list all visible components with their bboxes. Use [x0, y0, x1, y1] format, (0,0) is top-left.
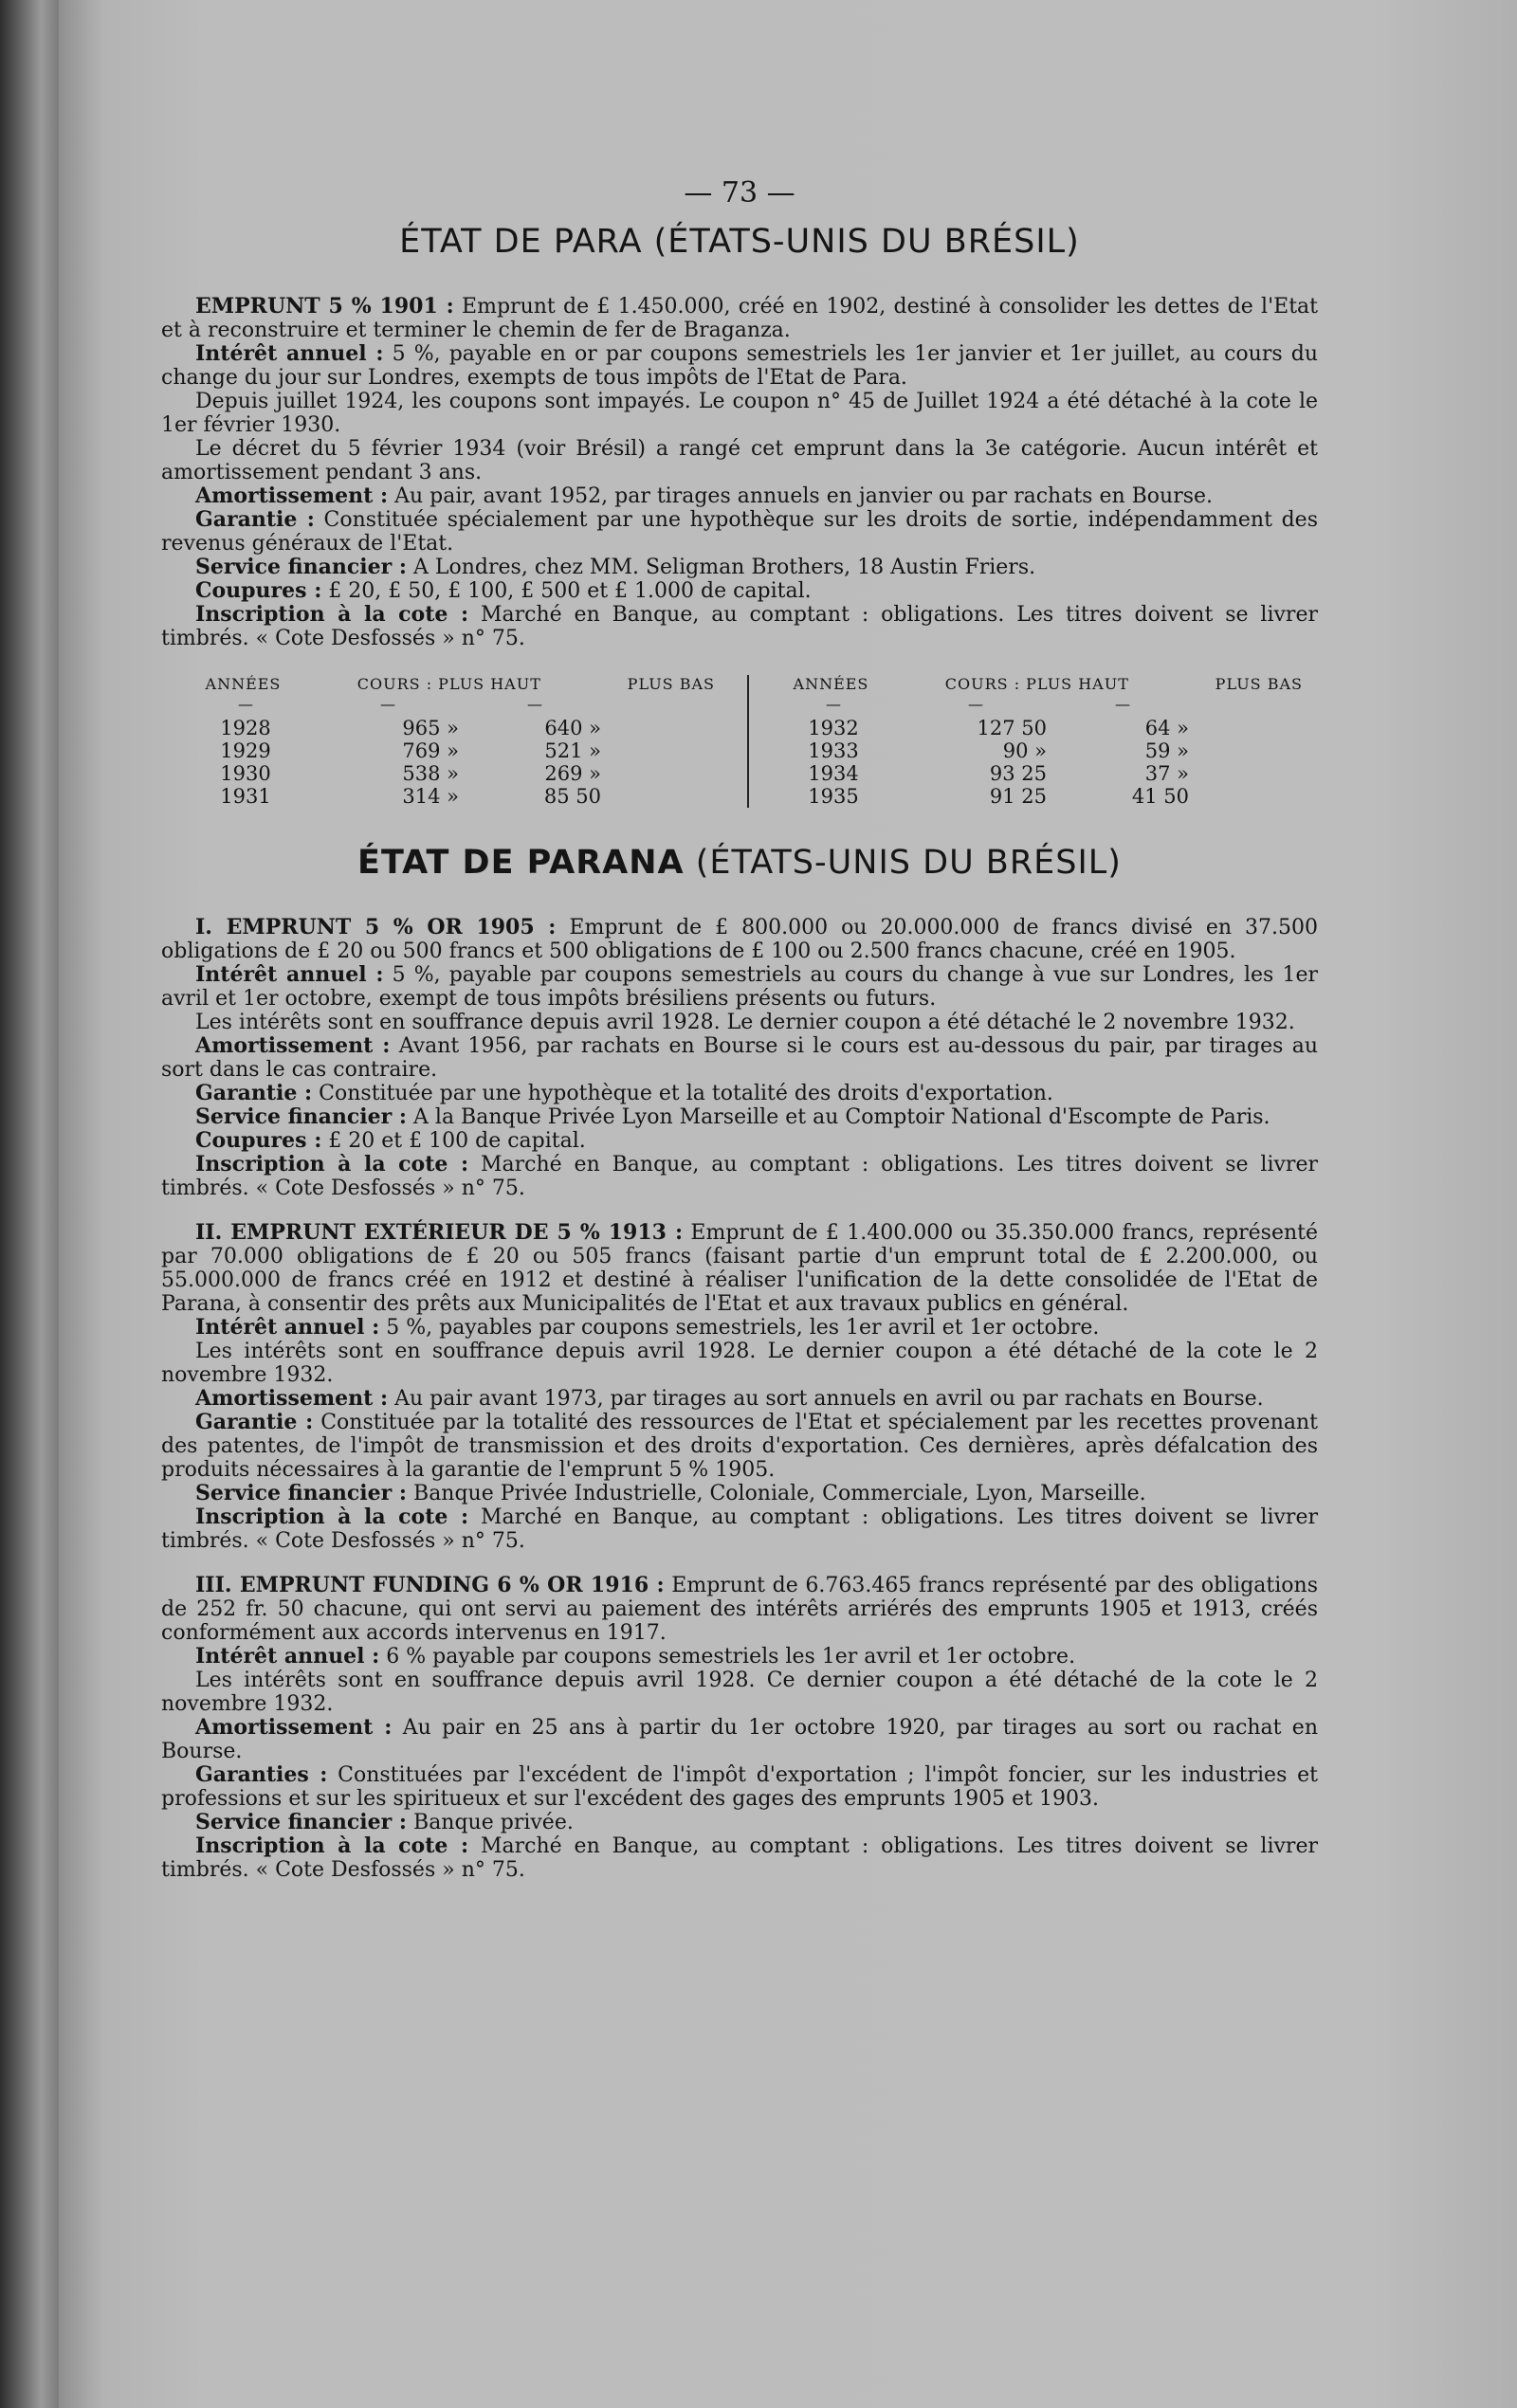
header-dash: —: [527, 695, 542, 713]
table-cell: 1934: [808, 762, 859, 785]
quotation-table-right: [749, 675, 1335, 808]
para-body: [161, 295, 1318, 650]
table-row: [174, 762, 734, 785]
header-dash: —: [380, 695, 395, 713]
header-dash: —: [1115, 695, 1130, 713]
paragraph-text: Constituées par l'excédent de l'impôt d'exportation ; l'impôt foncier, sur les industries et professions et sur les spiritueux et sur l'excédent des gages des emprunts 1905 et 1903.: [161, 1763, 1318, 1811]
paragraph-label: Amortissement :: [195, 1386, 389, 1411]
paragraph-text: Banque Privée Industrielle, Coloniale, Commerciale, Lyon, Marseille.: [407, 1482, 1146, 1505]
paragraph-text: Constituée spécialement par une hypothèque sur les droits de sortie, indépendamment des revenus généraux de l'Etat.: [161, 508, 1318, 556]
table-cell: 521 »: [544, 739, 601, 762]
header-dash: —: [238, 695, 253, 713]
paragraph: [161, 556, 1318, 579]
table-cell: 37 »: [1144, 762, 1189, 785]
paragraph-text: Banque privée.: [407, 1811, 574, 1834]
paragraph: [161, 1763, 1318, 1811]
header-dashes: [762, 695, 1322, 713]
table-row: [174, 739, 734, 762]
paragraph-text: 5 %, payables par coupons semestriels, les 1er avril et 1er octobre.: [379, 1316, 1100, 1340]
heading-main: ÉTAT DE PARANA: [357, 844, 685, 882]
paragraph: [161, 1082, 1318, 1105]
paragraph-text: 5 %, payable en or par coupons semestriels les 1er janvier et 1er juillet, au cours du change du jour sur Londres, exempts de tous impôts de l'Etat de Para.: [161, 342, 1319, 390]
paragraph: [161, 916, 1318, 963]
paragraph-text: Emprunt de £ 1.450.000, créé en 1902, destiné à consolider les dettes de l'Etat et à reconstruire et terminer le chemin de fer de Braganza.: [161, 295, 1318, 342]
paragraph-text: £ 20 et £ 100 de capital.: [321, 1129, 586, 1153]
paragraph-text: Constituée par la totalité des ressources de l'Etat et spécialement par les recettes provenant des patentes, de l'impôt de transmission et des droits d'exportation. Ces dernières, après défalcation des produits nécessaires à la garantie de l'emprunt 5 % 1905.: [161, 1411, 1318, 1482]
paragraph: [161, 484, 1318, 508]
paragraph-text: Depuis juillet 1924, les coupons sont impayés. Le coupon n° 45 de Juillet 1924 a été détaché à la cote le 1er février 1930.: [161, 390, 1318, 437]
paragraph: [161, 603, 1318, 650]
paragraph-label: Garanties :: [195, 1762, 328, 1787]
paragraph-label: Inscription à la cote :: [195, 1152, 469, 1177]
paragraph: [161, 1221, 1318, 1316]
paragraph-text: £ 20, £ 50, £ 100, £ 500 et £ 1.000 de capital.: [321, 579, 812, 603]
paragraph: [161, 1834, 1318, 1882]
paragraph-text: Marché en Banque, au comptant : obligations. Les titres doivent se livrer timbrés. « Cote Desfossés » n° 75.: [161, 1505, 1318, 1553]
paragraph-text: Les intérêts sont en souffrance depuis avril 1928. Ce dernier coupon a été détaché de la cote le 2 novembre 1932.: [161, 1669, 1318, 1716]
page-number: — 73 —: [684, 176, 795, 210]
section-heading-para: [161, 223, 1318, 261]
header-dash: —: [968, 695, 983, 713]
paragraph-text: Emprunt de £ 800.000 ou 20.000.000 de francs divisé en 37.500 obligations de £ 20 ou 500 francs et 500 obligations de £ 100 ou 2.500 francs chacune, créé en 1905.: [161, 916, 1319, 963]
table-cell: 91 25: [989, 785, 1047, 808]
paragraph-label: Inscription à la cote :: [195, 602, 469, 627]
table-cell: 93 25: [989, 762, 1047, 785]
column-header: COURS : PLUS HAUT: [944, 675, 1129, 693]
paragraph-text: Au pair en 25 ans à partir du 1er octobre 1920, par tirages au sort ou rachat en Bourse.: [161, 1716, 1318, 1763]
table-row: [762, 785, 1322, 808]
table-cell: 965 »: [402, 717, 459, 739]
heading-paren: (ÉTATS-UNIS DU BRÉSIL): [695, 844, 1122, 882]
column-header: COURS : PLUS HAUT: [356, 675, 541, 693]
paragraph: [161, 1716, 1318, 1763]
table-cell: 1931: [220, 785, 271, 808]
paragraph-label: EMPRUNT 5 % 1901 :: [195, 294, 454, 319]
paragraph-label: Intérêt annuel :: [195, 1315, 380, 1340]
paragraph: [161, 1811, 1318, 1834]
paragraph-label: Amortissement :: [195, 1715, 393, 1740]
paragraph: [161, 1153, 1318, 1200]
paragraph: [161, 963, 1318, 1011]
paragraph: [161, 295, 1318, 342]
paragraph-text: 5 %, payable par coupons semestriels au cours du change à vue sur Londres, les 1er avril et 1er octobre, exempt de tous impôts brésiliens présents ou futurs.: [161, 963, 1318, 1011]
page: [59, 0, 1517, 2408]
paragraph-label: Service financier :: [195, 1481, 408, 1505]
paragraph-label: Garantie :: [195, 507, 315, 532]
paragraph-text: A Londres, chez MM. Seligman Brothers, 18 Austin Friers.: [407, 556, 1036, 579]
paragraph: [161, 1411, 1318, 1482]
table-cell: 1932: [808, 717, 859, 739]
paragraph-text: Emprunt de 6.763.465 francs représenté par des obligations de 252 fr. 50 chacune, qui ont servi au paiement des intérêts arriérés des emprunts 1905 et 1913, créés conformément aux accords intervenus en 1917.: [161, 1574, 1319, 1645]
column-header: ANNÉES: [793, 675, 869, 693]
paragraph: [161, 390, 1318, 437]
paragraph-text: Marché en Banque, au comptant : obligations. Les titres doivent se livrer timbrés. « Cote Desfossés » n° 75.: [161, 1153, 1318, 1200]
table-cell: 538 »: [402, 762, 459, 785]
table-cell: 85 50: [543, 785, 601, 808]
paragraph: [161, 437, 1318, 484]
table-cell: 90 »: [1002, 739, 1047, 762]
heading-main: ÉTAT DE PARA: [399, 223, 643, 261]
table-cell: 41 50: [1131, 785, 1189, 808]
paragraph-text: Les intérêts sont en souffrance depuis avril 1928. Le dernier coupon a été détaché le 2 novembre 1932.: [195, 1011, 1295, 1034]
paragraph: [161, 1387, 1318, 1411]
table-cell: 1935: [808, 785, 859, 808]
header-dash: —: [826, 695, 841, 713]
paragraph-text: Les intérêts sont en souffrance depuis avril 1928. Le dernier coupon a été détaché de la cote le 2 novembre 1932.: [161, 1340, 1318, 1387]
table-cell: 64 »: [1144, 717, 1189, 739]
paragraph-label: Coupures :: [195, 578, 322, 603]
paragraph-text: Avant 1956, par rachats en Bourse si le cours est au-dessous du pair, par tirages au sort dans le cas contraire.: [161, 1034, 1318, 1082]
table-cell: 1933: [808, 739, 859, 762]
book-spine: [0, 0, 59, 2408]
paragraph-label: II. EMPRUNT EXTÉRIEUR DE 5 % 1913 :: [195, 1220, 684, 1245]
table-row: [762, 762, 1322, 785]
table-cell: 1930: [220, 762, 271, 785]
paragraph: [161, 508, 1318, 556]
paragraph: [161, 1669, 1318, 1716]
paragraph-label: Intérêt annuel :: [195, 962, 384, 987]
paragraph-text: Emprunt de £ 1.400.000 ou 35.350.000 francs, représenté par 70.000 obligations de £ 20 ou 505 francs (faisant partie d'un emprunt total de £ 2.200.000, ou 55.000.000 de francs créé en 1912 et destiné à réaliser l'unification de la dette consolidée de l'Etat de Parana, à consentir des prêts aux Municipalités de l'Etat et aux travaux publics en général.: [161, 1221, 1318, 1316]
paragraph: [161, 1034, 1318, 1082]
paragraph-label: Service financier :: [195, 555, 408, 579]
paragraph-text: Le décret du 5 février 1934 (voir Brésil) a rangé cet emprunt dans la 3e catégorie. Aucun intérêt et amortissement pendant 3 ans.: [161, 437, 1318, 484]
heading-paren: (ÉTATS-UNIS DU BRÉSIL): [653, 223, 1080, 261]
paragraph: [161, 1645, 1318, 1669]
table-cell: 314 »: [402, 785, 459, 808]
paragraph-label: I. EMPRUNT 5 % OR 1905 :: [195, 915, 557, 939]
paragraph: [161, 1011, 1318, 1034]
paragraph-label: Intérêt annuel :: [195, 1644, 380, 1669]
paragraph: [161, 579, 1318, 603]
paragraph-label: Amortissement :: [195, 1033, 391, 1058]
column-header: PLUS BAS: [1215, 675, 1303, 693]
table-cell: 1928: [220, 717, 271, 739]
paragraph-label: Service financier :: [195, 1810, 408, 1834]
paragraph-label: Inscription à la cote :: [195, 1833, 469, 1858]
table-cell: 640 »: [544, 717, 601, 739]
paragraph-text: Au pair avant 1973, par tirages au sort annuels en avril ou par rachats en Bourse.: [388, 1387, 1264, 1411]
paragraph-label: Garantie :: [195, 1410, 314, 1434]
paragraph-label: Service financier :: [195, 1104, 408, 1129]
table-header: [762, 675, 1322, 693]
table-cell: 269 »: [544, 762, 601, 785]
page-content: [161, 176, 1318, 1882]
quotation-table-left: [161, 675, 749, 808]
paragraph-text: Marché en Banque, au comptant : obligations. Les titres doivent se livrer timbrés. « Cote Desfossés » n° 75.: [161, 1834, 1318, 1882]
paragraph-text: A la Banque Privée Lyon Marseille et au Comptoir National d'Escompte de Paris.: [407, 1105, 1270, 1129]
table-cell: 127 50: [977, 717, 1047, 739]
paragraph: [161, 342, 1318, 390]
paragraph-label: III. EMPRUNT FUNDING 6 % OR 1916 :: [195, 1573, 665, 1597]
table-row: [762, 717, 1322, 739]
quotation-table: [161, 675, 1318, 808]
paragraph: [161, 1129, 1318, 1153]
paragraph: [161, 1482, 1318, 1505]
table-cell: 1929: [220, 739, 271, 762]
paragraph-label: Garantie :: [195, 1081, 313, 1105]
table-row: [762, 739, 1322, 762]
parana-body: [161, 916, 1318, 1882]
table-cell: 769 »: [402, 739, 459, 762]
table-row: [174, 717, 734, 739]
table-header: [174, 675, 734, 693]
table-cell: 59 »: [1144, 739, 1189, 762]
paragraph-text: 6 % payable par coupons semestriels les 1er avril et 1er octobre.: [379, 1645, 1076, 1669]
paragraph-label: Inscription à la cote :: [195, 1505, 469, 1529]
paragraph: [161, 1105, 1318, 1129]
paragraph-label: Amortissement :: [195, 483, 389, 508]
paragraph-text: Au pair, avant 1952, par tirages annuels en janvier ou par rachats en Bourse.: [388, 484, 1214, 508]
header-dashes: [174, 695, 734, 713]
paragraph-text: Constituée par une hypothèque et la totalité des droits d'exportation.: [312, 1082, 1053, 1105]
paragraph-label: Intérêt annuel :: [195, 341, 384, 366]
paragraph: [161, 1505, 1318, 1553]
table-row: [174, 785, 734, 808]
paragraph: [161, 1574, 1318, 1645]
paragraph: [161, 1340, 1318, 1387]
paragraph-text: Marché en Banque, au comptant : obligations. Les titres doivent se livrer timbrés. « Cote Desfossés » n° 75.: [161, 603, 1318, 650]
section-heading-parana: [161, 844, 1318, 882]
paragraph-label: Coupures :: [195, 1128, 322, 1153]
column-header: PLUS BAS: [627, 675, 715, 693]
paragraph: [161, 1316, 1318, 1340]
column-header: ANNÉES: [205, 675, 282, 693]
